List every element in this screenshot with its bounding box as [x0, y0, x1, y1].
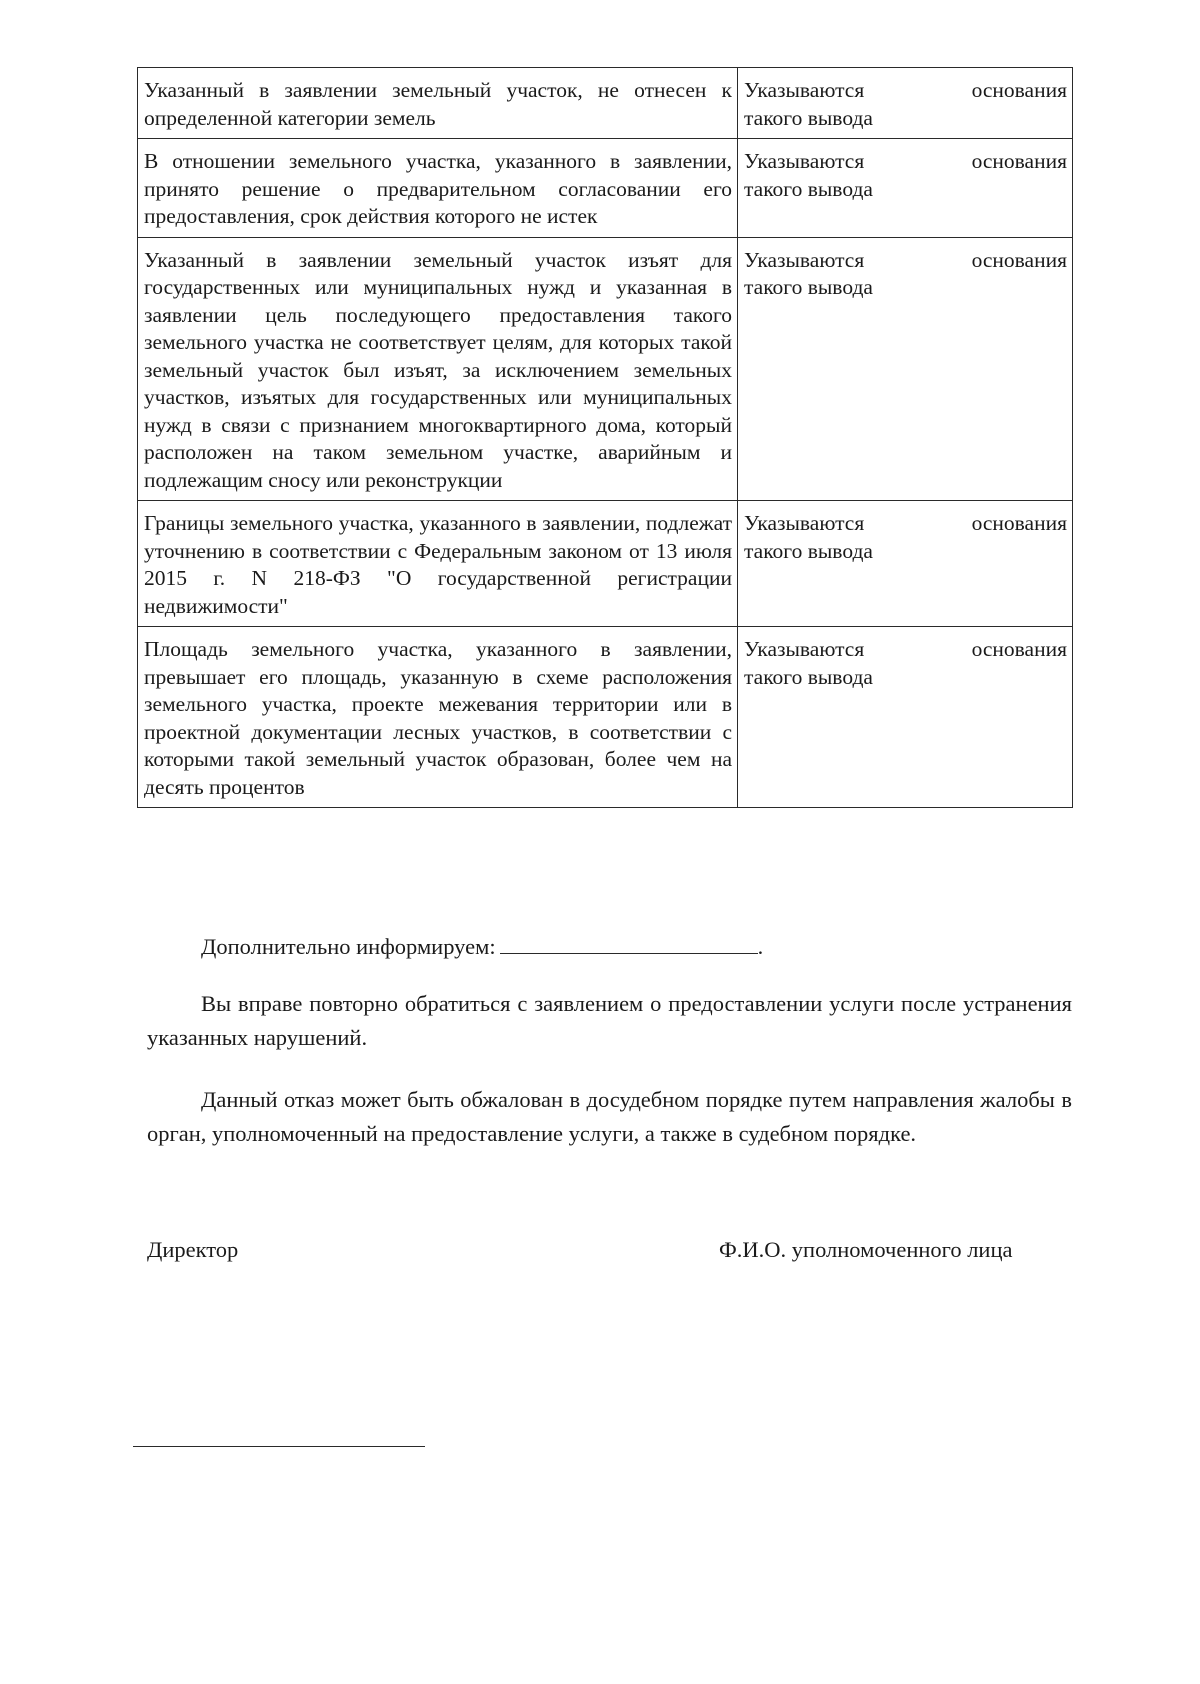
signatory-name: Ф.И.О. уполномоченного лица [719, 1237, 1013, 1262]
explanation-word: основания [971, 247, 1067, 272]
additional-info-line [201, 930, 763, 964]
explanation-line: такого вывода [744, 664, 873, 689]
table-row [138, 139, 1073, 238]
reapply-paragraph: Вы вправе повторно обратиться с заявлением о предоставлении услуги после устранения указанных нарушений. [147, 991, 1072, 1050]
appeal-paragraph: Данный отказ может быть обжалован в досудебном порядке путем направления жалобы в орган, уполномоченный на предоставление услуги, а также в судебном порядке. [147, 1087, 1072, 1146]
footnote-separator [133, 1446, 425, 1447]
table-row [138, 237, 1073, 501]
explanation-cell [738, 237, 1073, 501]
table-row [138, 501, 1073, 627]
explanation-line: такого вывода [744, 275, 873, 299]
explanation-line: такого вывода [744, 538, 873, 563]
explanation-cell [738, 627, 1073, 808]
explanation-word: основания [971, 637, 1067, 661]
explanation-word: Указываются [744, 149, 865, 173]
explanation-line [744, 77, 1067, 105]
explanation-word: основания [971, 511, 1067, 535]
explanation-cell [738, 68, 1073, 139]
explanation-word: Указываются [744, 637, 865, 661]
explanation-cell [738, 501, 1073, 627]
explanation-line [744, 148, 1067, 176]
reason-cell: Указанный в заявлении земельный участок изъят для государственных или муниципальных нужд и указанная в заявлении цель последующего предоставления такого земельного участка не соответствует целям, для которых такой земельный участок был изъят, за исключением земельных участков, изъятых для государственных или муниципальных нужд в связи с признанием многоквартирного дома, который расположен на таком земельном участке, аварийным и подлежащим сносу или реконструкции [138, 237, 738, 501]
explanation-line [744, 510, 1067, 538]
explanation-cell [738, 139, 1073, 238]
explanation-word: основания [971, 78, 1067, 102]
signatory-position: Директор [147, 1237, 239, 1262]
reason-cell: Площадь земельного участка, указанного в заявлении, превышает его площадь, указанную в схеме расположения земельного участка, проекте межевания территории или в проектной документации лесных участков, в соответствии с которыми такой земельный участок образован, более чем на десять процентов [138, 627, 738, 808]
reason-cell: Указанный в заявлении земельный участок, не отнесен к определенной категории земель [138, 68, 738, 139]
reason-cell: Границы земельного участка, указанного в заявлении, подлежат уточнению в соответствии с Федеральным законом от 13 июля 2015 г. N 218-ФЗ "О государственной регистрации недвижимости" [138, 501, 738, 627]
refusal-grounds-table [137, 67, 1073, 808]
explanation-word: Указываются [744, 511, 865, 535]
explanation-line: такого вывода [744, 176, 873, 201]
additional-info-label: Дополнительно информируем: [201, 934, 496, 959]
explanation-word: основания [971, 149, 1067, 173]
explanation-word: Указываются [744, 78, 865, 102]
explanation-word: Указываются [744, 247, 865, 272]
explanation-line: такого вывода [744, 105, 873, 130]
additional-info-blank [500, 931, 758, 954]
table-row [138, 627, 1073, 808]
explanation-line [744, 247, 1067, 275]
table-row [138, 68, 1073, 139]
reason-cell: В отношении земельного участка, указанного в заявлении, принято решение о предварительном согласовании его предоставления, срок действия которого не истек [138, 139, 738, 238]
additional-info-period: . [757, 934, 764, 959]
explanation-line [744, 636, 1067, 664]
